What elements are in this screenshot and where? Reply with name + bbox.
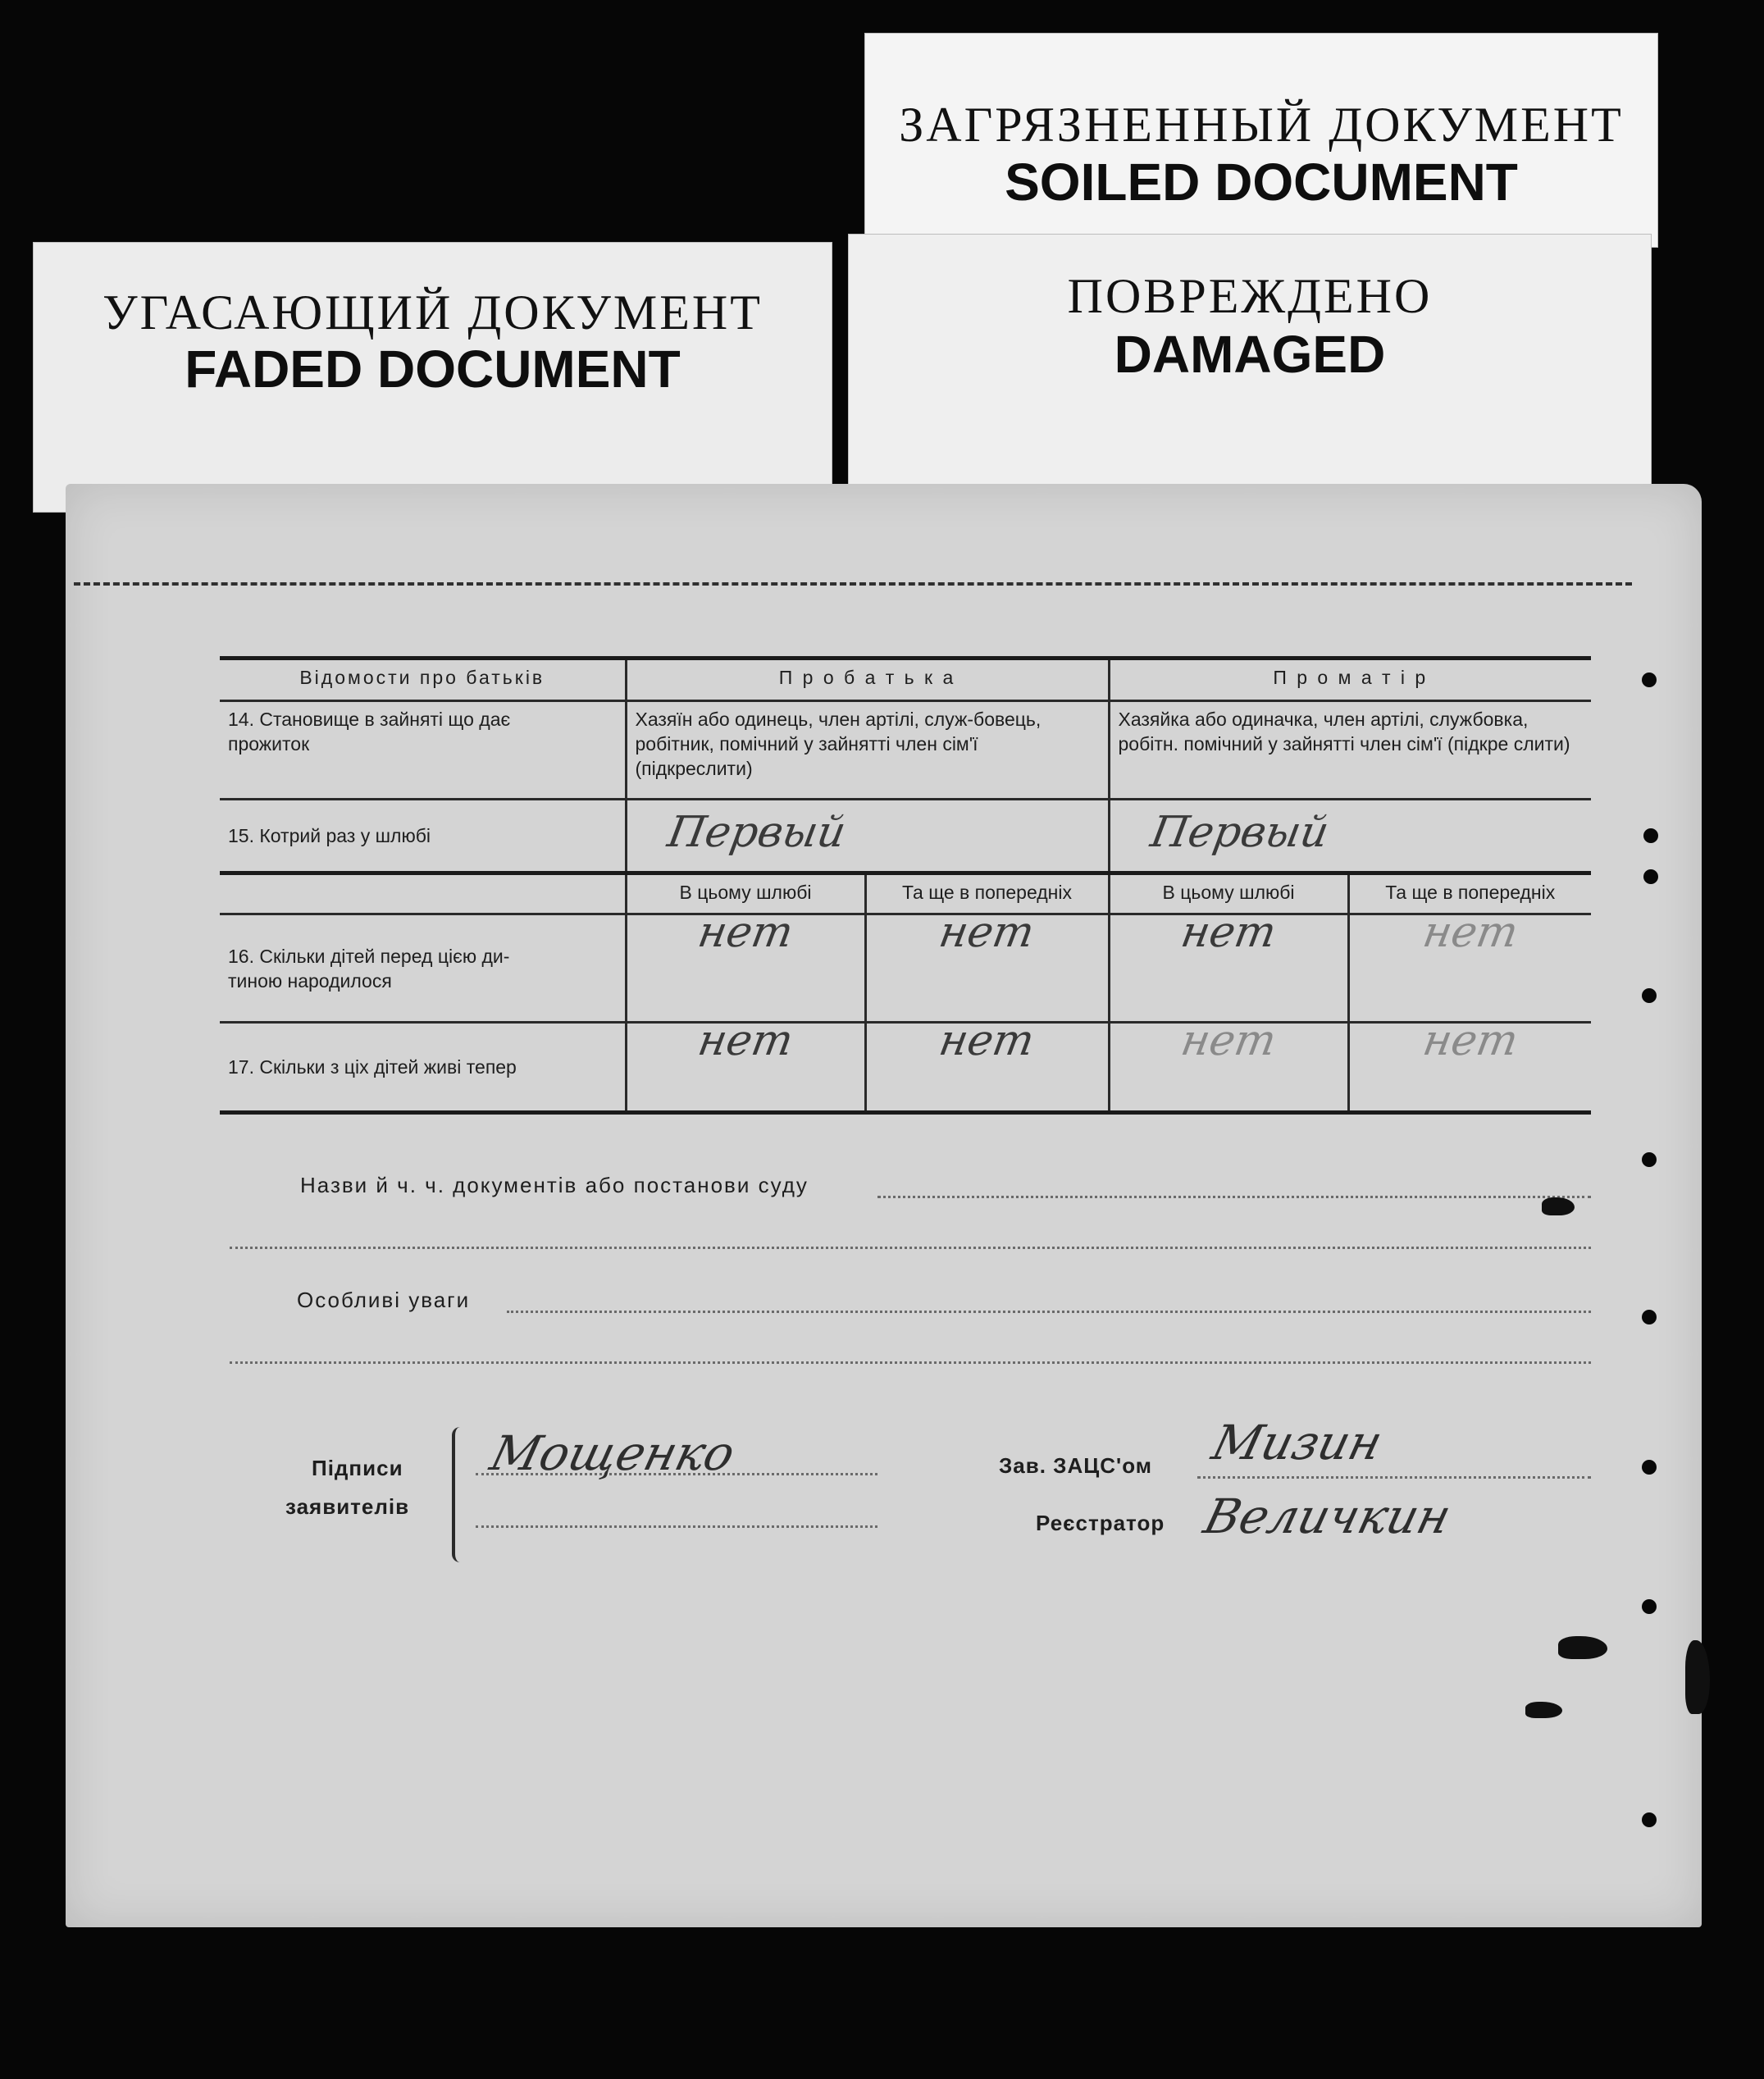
applicant-signature: Мощенко	[485, 1425, 741, 1481]
row15-father-cell	[626, 800, 1109, 873]
binder-hole	[1642, 1599, 1657, 1614]
table-subheader-row	[220, 873, 1591, 914]
row17-father-previous	[865, 1016, 1109, 1113]
table-header-row	[220, 659, 1591, 701]
faded-document-tag	[33, 242, 832, 513]
signatures-brace	[452, 1427, 467, 1562]
head-label: Зав. ЗАЦС'ом	[999, 1453, 1152, 1478]
row14-mother-text: Хазяйка або одиначка, член артілі, службовка, робітн. помічний у зайнятті член сім'ї (підкре слити)	[1109, 701, 1591, 800]
row17-value-handwriting: нет	[936, 1016, 1038, 1065]
row16-value-handwriting: нет	[1419, 908, 1522, 957]
binder-hole	[1642, 1460, 1657, 1475]
binder-hole	[1642, 1812, 1657, 1827]
row16-mother-this	[1109, 908, 1348, 1023]
row17-value-handwriting: нет	[1419, 1016, 1522, 1065]
soiled-tag-ru-text: ЗАГРЯЗНЕННЫЙ ДОКУМЕНТ	[899, 98, 1624, 152]
row16-father-previous	[865, 908, 1109, 1023]
signatures-label-line2: заявителів	[285, 1494, 410, 1519]
tear-mark	[1685, 1640, 1710, 1714]
row15-label: 15. Котрий раз у шлюбі	[220, 800, 626, 873]
row14-label-line1: 14. Становище в зайняті що дає	[228, 709, 511, 730]
row16-value-handwriting: нет	[694, 908, 797, 957]
row17-value-handwriting: нет	[1177, 1016, 1280, 1065]
row17-value-handwriting: нет	[694, 1016, 797, 1065]
documents-field-line-2	[230, 1247, 1591, 1249]
row15-mother-handwriting: Первый	[1146, 807, 1333, 857]
table-row-17	[220, 1023, 1591, 1113]
binder-hole	[1642, 1310, 1657, 1324]
row17-label: 17. Скільки з ціх дітей живі тепер	[220, 1023, 626, 1113]
row17-mother-previous	[1348, 1016, 1591, 1113]
documents-label: Назви й ч. ч. документів або постанови суду	[300, 1173, 809, 1197]
subheader-mother-previous: Та ще в попередніх	[1348, 873, 1591, 914]
head-signature-line	[1197, 1476, 1591, 1479]
damaged-tag	[848, 234, 1652, 488]
row14-label	[220, 701, 626, 800]
registrar-label: Реєстратор	[1036, 1511, 1165, 1535]
row16-label	[220, 914, 626, 1023]
row15-mother-cell	[1109, 800, 1591, 873]
row14-father-text: Хазяїн або одинець, член артілі, служ-бовець, робітник, помічний у зайнятті член сім'ї (підкреслити)	[626, 701, 1109, 800]
applicant-signature-line-2	[476, 1525, 877, 1528]
subheader-mother-this-marriage: В цьому шлюбі	[1109, 873, 1348, 914]
tear-mark	[1558, 1636, 1607, 1659]
perforation-line	[74, 582, 1632, 586]
registrar-signature: Величкин	[1198, 1489, 1456, 1544]
form-sheet	[66, 484, 1702, 1927]
faded-tag-ru-text: УГАСАЮЩИЙ ДОКУМЕНТ	[103, 285, 763, 340]
signatures-label-line1: Підписи	[312, 1456, 403, 1480]
row16-mother-previous	[1348, 908, 1591, 1023]
soiled-tag-en-text: SOILED DOCUMENT	[1005, 153, 1518, 212]
table-row-15	[220, 800, 1591, 873]
tear-mark	[1542, 1197, 1575, 1215]
row16-value-handwriting: нет	[936, 908, 1038, 957]
row17-father-this	[626, 1016, 865, 1113]
table-row-16	[220, 914, 1591, 1023]
subheader-father-this-marriage: В цьому шлюбі	[626, 873, 865, 914]
documents-field-line	[877, 1196, 1591, 1198]
remarks-field-line-2	[230, 1361, 1591, 1364]
damaged-tag-ru-text: ПОВРЕЖДЕНО	[1067, 269, 1433, 323]
damaged-tag-en-text: DAMAGED	[1114, 325, 1386, 384]
header-parents-info: Відомости про батьків	[220, 659, 626, 701]
row16-label-line1: 16. Скільки дітей перед цією ди-	[228, 945, 510, 967]
head-signature: Мизин	[1206, 1415, 1388, 1470]
row17-mother-this	[1109, 1016, 1348, 1113]
row16-label-line2: тиною народилося	[228, 969, 392, 992]
header-about-mother: П р о м а т і р	[1109, 659, 1591, 701]
faded-tag-en-text: FADED DOCUMENT	[185, 340, 681, 399]
remarks-label: Особливі уваги	[297, 1288, 471, 1312]
row14-label-line2: прожиток	[228, 733, 310, 755]
subheader-empty-cell	[220, 873, 626, 914]
row16-value-handwriting: нет	[1177, 908, 1280, 957]
table-row-14	[220, 701, 1591, 800]
parents-info-table	[220, 656, 1591, 1115]
binder-hole	[1643, 869, 1658, 884]
header-about-father: П р о б а т ь к а	[626, 659, 1109, 701]
row15-father-handwriting: Первый	[663, 807, 850, 857]
remarks-field-line	[507, 1311, 1591, 1313]
binder-hole	[1643, 828, 1658, 843]
row16-father-this	[626, 908, 865, 1023]
binder-hole	[1642, 1152, 1657, 1167]
tear-mark	[1525, 1702, 1562, 1718]
binder-hole	[1642, 672, 1657, 687]
binder-hole	[1642, 988, 1657, 1003]
soiled-document-tag	[864, 33, 1658, 248]
subheader-father-previous: Та ще в попередніх	[865, 873, 1109, 914]
